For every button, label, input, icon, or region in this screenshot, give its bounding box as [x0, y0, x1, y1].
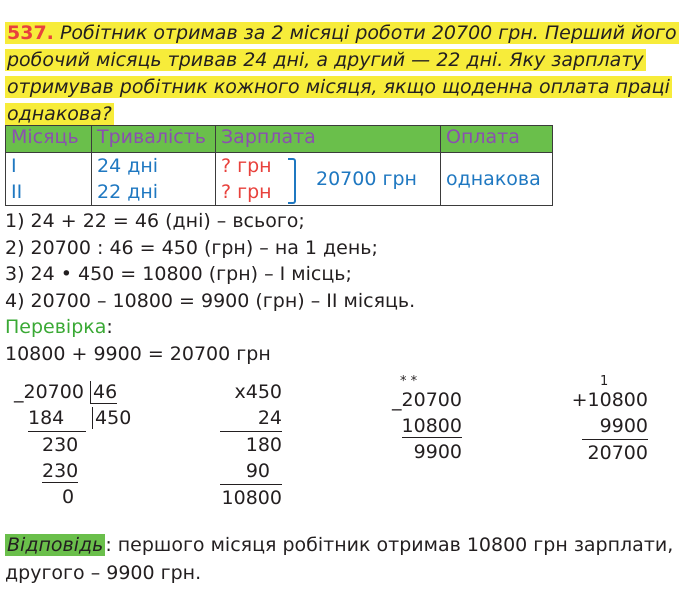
header-salary: Зарплата: [216, 126, 441, 153]
difference: 9900: [413, 441, 462, 463]
minuend: 20700: [401, 389, 462, 411]
factor: 24: [220, 405, 282, 432]
total: 20700 грн: [316, 168, 417, 190]
salary-cell: [216, 153, 441, 206]
division: _20700 46 184 450 230 230 0: [14, 381, 132, 508]
problem-line: Робітник отримав за 2 місяці роботи 20700 грн. Перший його: [59, 22, 677, 44]
addend: +10800: [571, 389, 648, 411]
carry: 1: [600, 374, 609, 389]
problem-number: 537.: [7, 22, 54, 44]
factor: x450: [234, 381, 282, 403]
duration: 22 дні: [97, 181, 159, 203]
sum: 20700: [587, 442, 648, 464]
problem-text: [5, 20, 679, 128]
durations-cell: [92, 153, 216, 206]
check-label: Перевірка: [5, 316, 107, 338]
dividend: 20700: [23, 381, 84, 403]
partial: 184: [28, 405, 86, 432]
answer-label: Відповідь: [7, 534, 104, 556]
answer-line: другого – 9900 грн.: [5, 562, 202, 584]
header-duration: Тривалість: [92, 126, 216, 153]
duration: 24 дні: [97, 155, 159, 177]
step: 4) 20700 – 10800 = 9900 (грн) – II місяць.: [5, 289, 416, 312]
subtraction: * * _20700 10800 9900: [390, 377, 462, 465]
partial: 180: [245, 434, 282, 456]
brace: [288, 158, 296, 204]
product: 10800: [221, 487, 282, 509]
salary: ? грн: [221, 155, 272, 177]
data-table: [5, 125, 553, 206]
remainder: 0: [62, 486, 75, 508]
step: 1) 24 + 22 = 46 (дні) – всього;: [5, 210, 305, 232]
salary: ? грн: [221, 181, 272, 203]
header-payment: Оплата: [441, 126, 553, 153]
quotient: 450: [92, 407, 131, 429]
partial: 230: [42, 434, 79, 456]
addend: 9900: [582, 413, 648, 440]
step: 2) 20700 : 46 = 450 (грн) – на 1 день;: [5, 236, 378, 259]
problem-line: отримував робітник кожного місяця, якщо щоденна оплата праці: [7, 76, 670, 98]
months-cell: [6, 153, 92, 206]
step: 3) 24 • 450 = 10800 (грн) – I місць;: [5, 263, 352, 285]
problem-line: однакова?: [7, 103, 112, 125]
partial: 90: [220, 458, 282, 485]
answer-line: першого місяця робітник отримав 10800 грн зарплати,: [111, 534, 674, 556]
header-month: Місяць: [6, 126, 92, 153]
partial: 230: [42, 460, 79, 482]
divisor: 46: [90, 381, 117, 404]
check-equation: 10800 + 9900 = 20700 грн: [5, 342, 271, 365]
subtrahend: 10800: [401, 415, 462, 437]
borrow-marks: * *: [400, 374, 418, 389]
payment: однакова: [441, 153, 553, 206]
answer: [5, 531, 673, 587]
solution-steps: [5, 208, 415, 367]
addition: [570, 374, 648, 466]
month: II: [11, 181, 23, 203]
multiplication: [220, 379, 282, 511]
colon: :: [105, 534, 112, 556]
month: I: [11, 155, 17, 177]
colon: :: [106, 316, 113, 338]
problem-line: робочий місяць тривав 24 дні, а другий — 22 дні. Яку зарплату: [7, 49, 644, 71]
